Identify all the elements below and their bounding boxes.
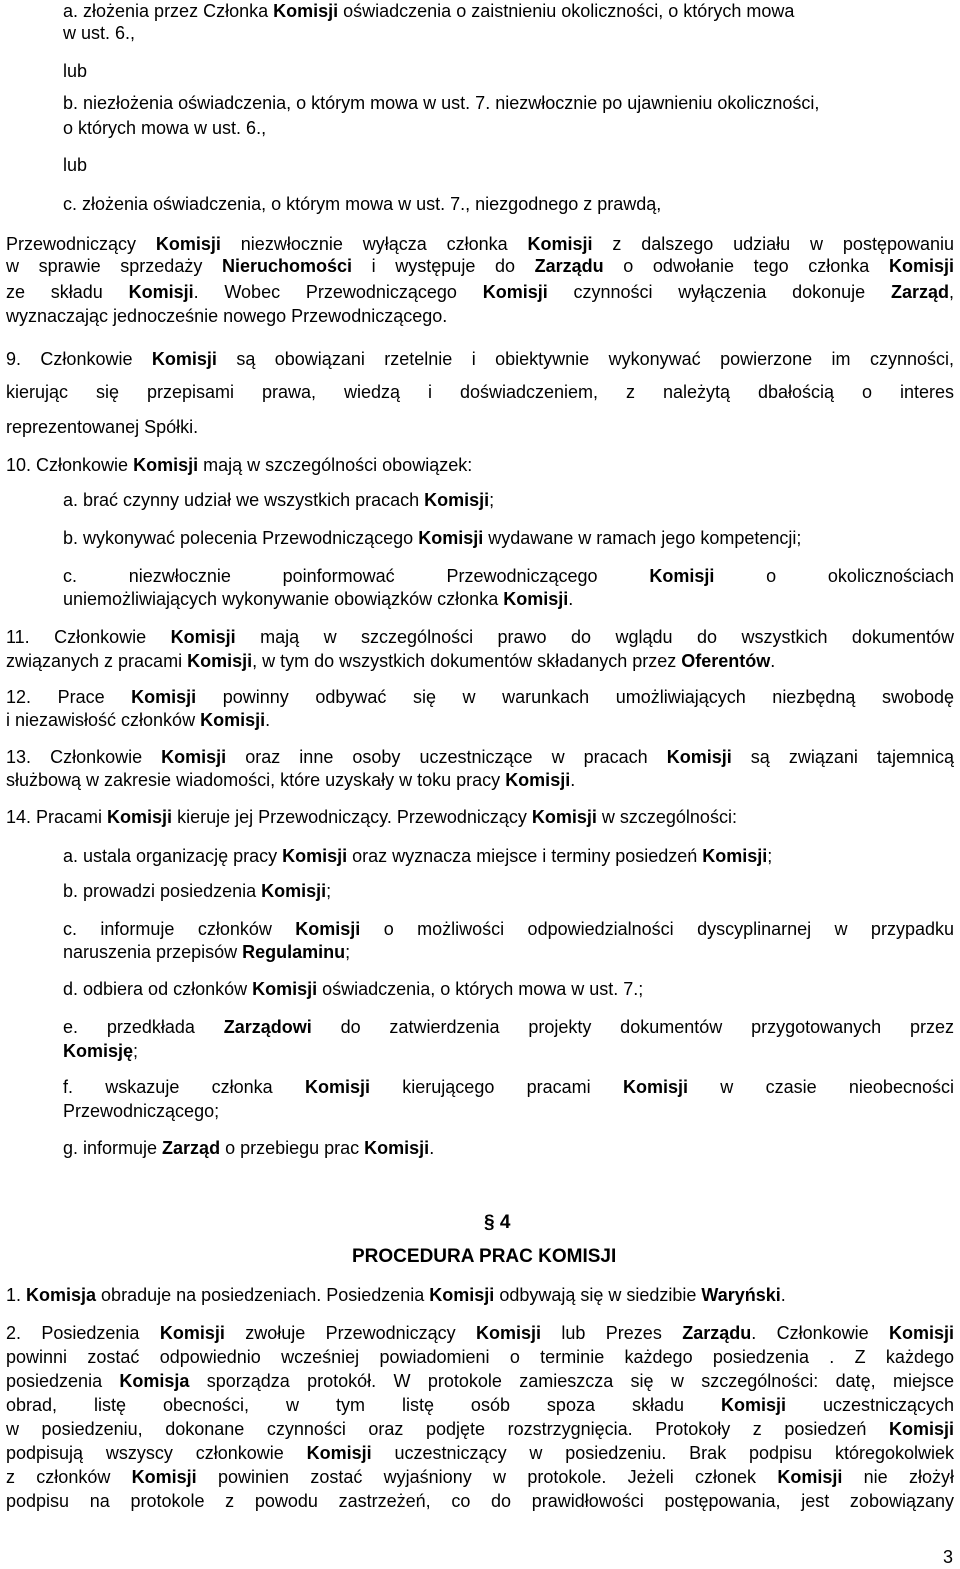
point-14-head: 14. Pracami Komisji kieruje jej Przewodniczący. Przewodniczący Komisji w szczególności: [6, 807, 737, 827]
item-b-line2: o których mowa w ust. 6., [63, 118, 267, 138]
point-9-line: reprezentowanej Spółki. [6, 417, 199, 437]
section-point-2-line: powinni zostać odpowiednio wcześniej powiadomieni o terminie każdego posiedzenia . Z każdego [6, 1347, 954, 1367]
section-point-2-line: obrad, listę obecności, w tym listę osób spoza składu Komisji uczestniczących [6, 1395, 954, 1415]
section-point-1: 1. Komisja obraduje na posiedzeniach. Posiedzenia Komisji odbywają się w siedzibie Waryński. [6, 1285, 786, 1305]
point-9-line: kierując się przepisami prawa, wiedzą i doświadczeniem, z należytą dbałością o interes [6, 382, 954, 402]
point-14-f-line1: f. wskazuje członka Komisji kierującego pracami Komisji w czasie nieobecności [63, 1077, 954, 1097]
section-point-2-line: posiedzenia Komisja sporządza protokół. W protokole zamieszcza się w szczególności: datę, miejsce [6, 1371, 954, 1391]
point-10-c-line2: uniemożliwiających wykonywanie obowiązków członka Komisji. [63, 589, 574, 609]
section-title: PROCEDURA PRAC KOMISJI [352, 1246, 617, 1267]
point-10-c-line1: c. niezwłocznie poinformować Przewodniczącego Komisji o okolicznościach [63, 566, 954, 586]
point-13-line1: 13. Członkowie Komisji oraz inne osoby uczestniczące w pracach Komisji są związani tajemnicą [6, 747, 954, 767]
section-point-2-line: podpisu na protokole z powodu zastrzeżeń, co do prawidłowości postępowania, jest zobowiązany [6, 1491, 954, 1511]
point-14-b: b. prowadzi posiedzenia Komisji; [63, 881, 332, 901]
point-14-e-line1: e. przedkłada Zarządowi do zatwierdzenia projekty dokumentów przygotowanych przez [63, 1017, 954, 1037]
point-14-c-line2: naruszenia przepisów Regulaminu; [63, 942, 351, 962]
point-14-a: a. ustala organizację pracy Komisji oraz wyznacza miejsce i terminy posiedzeń Komisji; [63, 846, 773, 866]
point-14-f-line2: Przewodniczącego; [63, 1101, 220, 1121]
point-14-e-line2: Komisję; [63, 1041, 139, 1061]
para-line: ze składu Komisji. Wobec Przewodniczącego Komisji czynności wyłączenia dokonuje Zarząd, [6, 282, 955, 302]
item-a-line1: a. złożenia przez Członka Komisji oświadczenia o zaistnieniu okoliczności, o których mowa [63, 1, 795, 21]
point-11-line2: związanych z pracami Komisji, w tym do wszystkich dokumentów składanych przez Oferentów. [6, 651, 776, 671]
point-12-line1: 12. Prace Komisji powinny odbywać się w warunkach umożliwiających niezbędną swobodę [6, 687, 954, 707]
section-point-2-line: podpisują wszyscy członkowie Komisji uczestniczący w posiedzeniu. Brak podpisu któregokolwiek [6, 1443, 954, 1463]
item-b-line1: b. niezłożenia oświadczenia, o którym mowa w ust. 7. niezwłocznie po ujawnieniu okoliczności, [63, 93, 820, 113]
point-14-g: g. informuje Zarząd o przebiegu prac Komisji. [63, 1138, 435, 1158]
point-13-line2: służbową w zakresie wiadomości, które uzyskały w toku pracy Komisji. [6, 770, 576, 790]
point-10-b: b. wykonywać polecenia Przewodniczącego Komisji wydawane w ramach jego kompetencji; [63, 528, 802, 548]
connector-lub: lub [63, 155, 88, 175]
point-12-line2: i niezawisłość członków Komisji. [6, 710, 271, 730]
point-14-d: d. odbiera od członków Komisji oświadczenia, o których mowa w ust. 7.; [63, 979, 644, 999]
point-14-c-line1: c. informuje członków Komisji o możliwości odpowiedzialności dyscyplinarnej w przypadku [63, 919, 954, 939]
section-point-2-line: w posiedzeniu, dokonane czynności oraz podjęte rozstrzygnięcia. Protokoły z posiedzeń Komisji [6, 1419, 954, 1439]
section-point-2-line: 2. Posiedzenia Komisji zwołuje Przewodniczący Komisji lub Prezes Zarządu. Członkowie Komisji [6, 1323, 955, 1343]
connector-lub: lub [63, 61, 88, 81]
point-10-a: a. brać czynny udział we wszystkich pracach Komisji; [63, 490, 495, 510]
page-number: 3 [942, 1547, 953, 1567]
item-a-line2: w ust. 6., [63, 23, 136, 43]
point-11-line1: 11. Członkowie Komisji mają w szczególności prawo do wglądu do wszystkich dokumentów [6, 627, 954, 647]
section-number: § 4 [484, 1212, 511, 1233]
point-9-line: 9. Członkowie Komisji są obowiązani rzetelnie i obiektywnie wykonywać powierzone im czynności, [6, 349, 954, 369]
section-point-2-line: z członków Komisji powinien zostać wyjaśniony w protokole. Jeżeli członek Komisji nie złożył [6, 1467, 954, 1487]
point-10-head: 10. Członkowie Komisji mają w szczególności obowiązek: [6, 455, 473, 475]
para-line: w sprawie sprzedaży Nieruchomości i występuje do Zarządu o odwołanie tego członka Komisji [6, 256, 954, 276]
para-line: wyznaczając jednocześnie nowego Przewodniczącego. [6, 306, 448, 326]
item-c-line: c. złożenia oświadczenia, o którym mowa w ust. 7., niezgodnego z prawdą, [63, 194, 662, 214]
para-line: Przewodniczący Komisji niezwłocznie wyłącza członka Komisji z dalszego udziału w postępowaniu [6, 234, 955, 254]
